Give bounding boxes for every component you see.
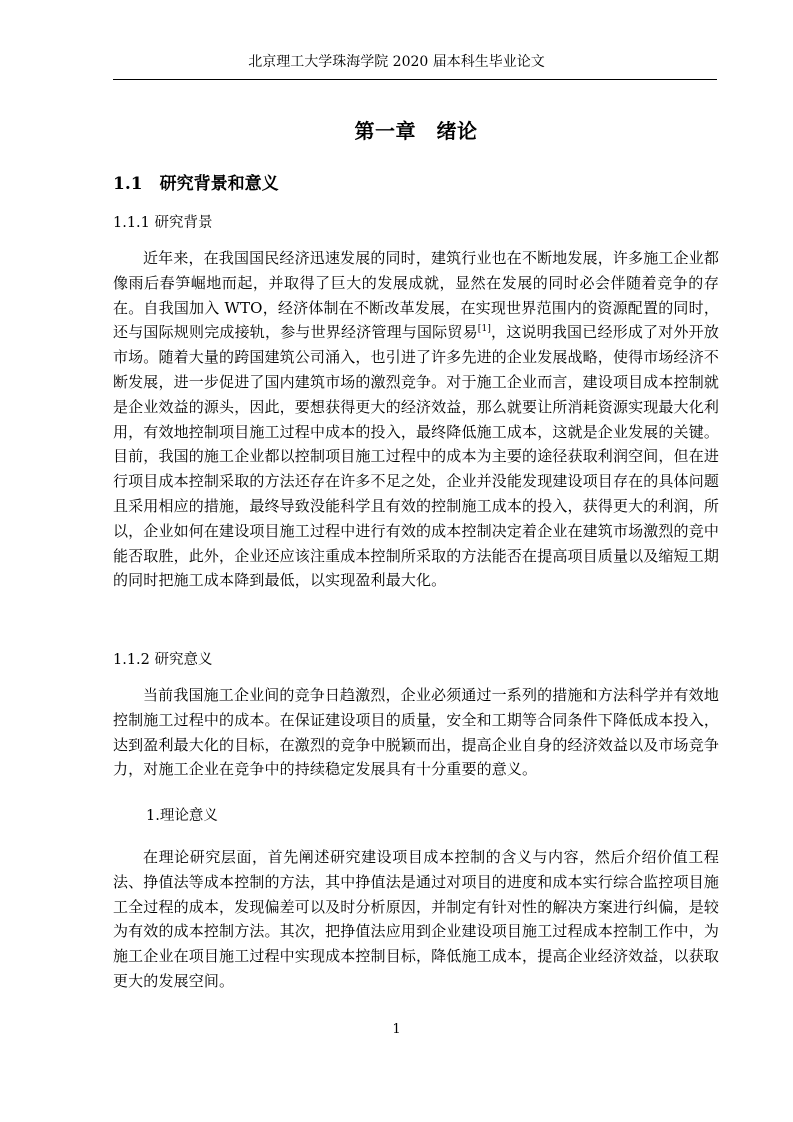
subsection-heading-theory: 1.理论意义 <box>146 808 218 824</box>
running-header: 北京理工大学珠海学院 2020 届本科生毕业论文 <box>248 54 545 70</box>
research-significance-paragraph: 当前我国施工企业间的竞争日趋激烈，企业必须通过一系列的措施和方法科学并有效地控制施工过程中的成本。在保证建设项目的质量，安全和工期等合同条件下降低成本投入，达到盈利最大化的目标，在激烈的竞争中脱颖而出，提高企业自身的经济效益以及市场竞争力，对施工企业在竞争中的持续稳定发展具有十分重要的意义。 <box>113 686 720 779</box>
page-number: 1 <box>392 1022 401 1037</box>
section-heading-1-1-2: 1.1.2 研究意义 <box>113 652 213 668</box>
citation-marker: [1] <box>477 324 491 335</box>
research-background-text-part1: 近年来，在我国国民经济迅速发展的同时，建筑行业也在不断地发展，许多施工企业都像雨后春笋崛地而起，并取得了巨大的发展成就，显然在发展的同时必会伴随着竞争的存在。自我国加入 WTO，经济体制在不断改革发展，在实现世界范围内的资源配置的同时，还与国际规则完成接轨，参与世界经济管理与国际贸易 <box>113 249 719 342</box>
chapter-title: 第一章 绪论 <box>354 119 478 143</box>
research-background-text-part2: ，这说明我国已经形成了对外开放市场。随着大量的跨国建筑公司涌入，也引进了许多先进的企业发展战略，使得市场经济不断发展，进一步促进了国内建筑市场的激烈竞争。对于施工企业而言，建设项目成本控制就是企业效益的源头，因此，要想获得更大的经济效益，那么就要让所消耗资源实现最大化利用，有效地控制项目施工过程中成本的投入，最终降低施工成本，这就是企业发展的关键。目前，我国的施工企业都以控制项目施工过程中的成本为主要的途径获取利润空间，但在进行项目成本控制采取的方法还存在许多不足之处，企业并没能发现建设项目存在的具体问题且采用相应的措施，最终导致没能科学且有效的控制施工成本的投入，获得更大的利润，所以，企业如何在建设项目施工过程中进行有效的成本控制决定着企业在建筑市场激烈的竞中能否取胜，此外，企业还应该注重成本控制所采取的方法能否在提高项目质量以及缩短工期的同时把施工成本降到最低，以实现盈利最大化。 <box>113 323 720 590</box>
section-heading-1-1-1: 1.1.1 研究背景 <box>113 215 213 231</box>
header-rule <box>113 79 717 80</box>
section-heading-1-1: 1.1 研究背景和意义 <box>113 174 279 194</box>
research-background-paragraph <box>113 246 719 593</box>
theory-significance-paragraph: 在理论研究层面，首先阐述研究建设项目成本控制的含义与内容，然后介绍价值工程法、挣值法等成本控制的方法，其中挣值法是通过对项目的进度和成本实行综合监控项目施工全过程的成本，发现偏差可以及时分析原因，并制定有针对性的解决方案进行纠偏，是较为有效的成本控制方法。其次，把挣值法应用到企业建设项目施工过程成本控制工作中，为施工企业在项目施工过程中实现成本控制目标，降低施工成本，提高企业经济效益，以获取更大的发展空间。 <box>113 848 720 990</box>
